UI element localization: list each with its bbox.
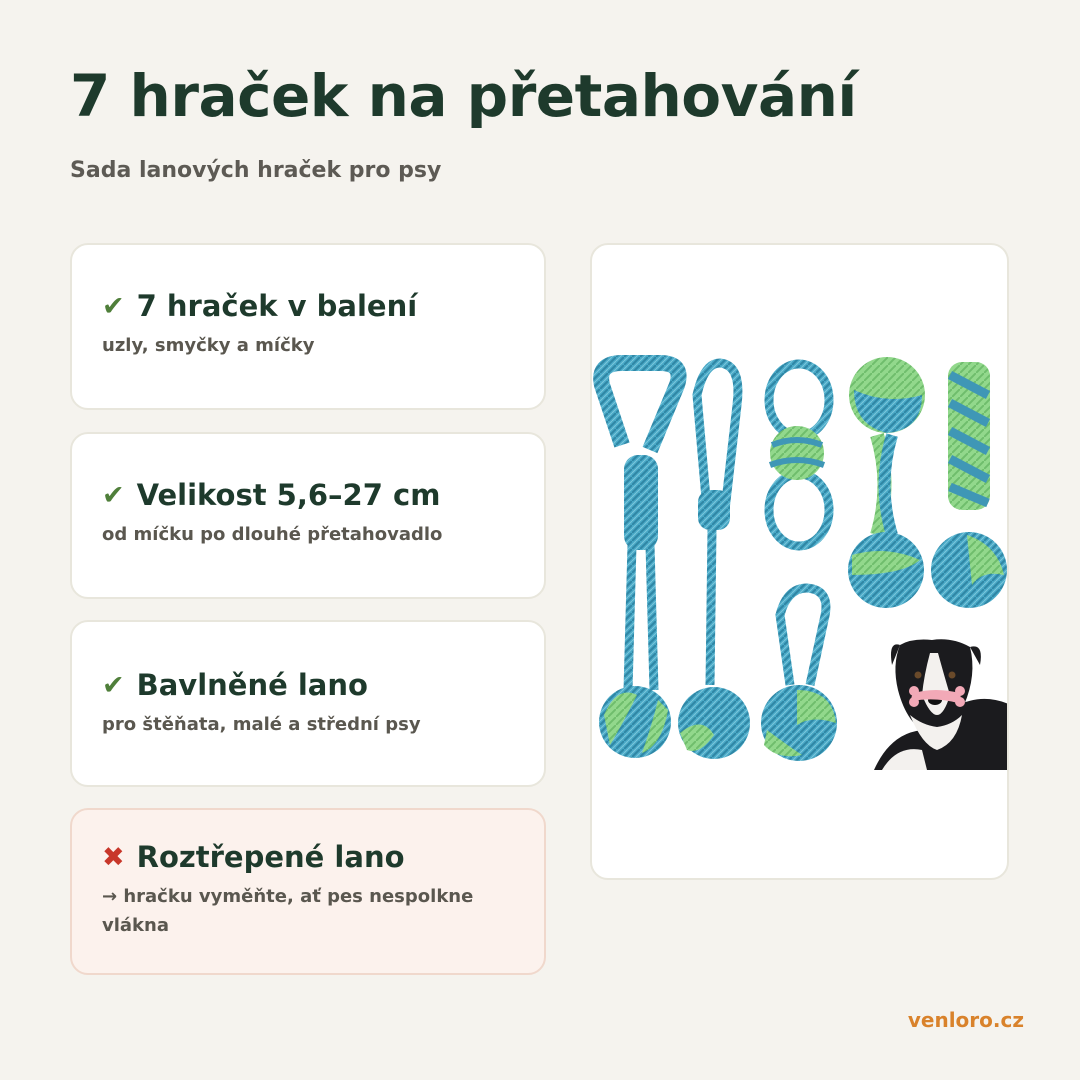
rope-ball-toy [931,532,1007,608]
warning-title: Roztřepené lano [136,840,405,874]
feature-card-count [70,243,546,410]
feature-desc: pro štěňata, malé a střední psy [102,714,421,735]
feature-desc: od míčku po dlouhé přetahovadlo [102,524,443,545]
check-icon: ✔ [102,669,125,701]
rope-toys-illustration [592,245,1009,880]
feature-title: Bavlněné lano [136,668,368,702]
figure-eight-toy [769,364,829,546]
brand-logo[interactable]: venloro.cz [907,1008,1024,1032]
check-icon: ✔ [102,290,125,322]
feature-title: Velikost 5,6–27 cm [136,478,441,512]
tug-handle-toy [599,355,679,758]
feature-card-material [70,620,546,787]
cross-icon: ✖ [102,841,125,873]
small-loop-toy [761,588,837,761]
feature-desc: uzly, smyčky a míčky [102,335,315,356]
warning-desc: → hračku vyměňte, ať pes nespolkne vlákna [102,886,474,936]
product-photo [590,243,1009,880]
warning-card [70,808,546,975]
check-icon: ✔ [102,479,125,511]
knot-dumbbell-toy [848,357,925,608]
page-title: 7 hraček na přetahování [70,62,857,130]
feature-title: 7 hraček v balení [136,289,418,323]
braided-stick-toy [948,362,990,510]
dog-illustration [874,639,1009,770]
long-loop-toy [678,363,750,759]
feature-card-size [70,432,546,599]
page-subtitle: Sada lanových hraček pro psy [70,158,442,183]
